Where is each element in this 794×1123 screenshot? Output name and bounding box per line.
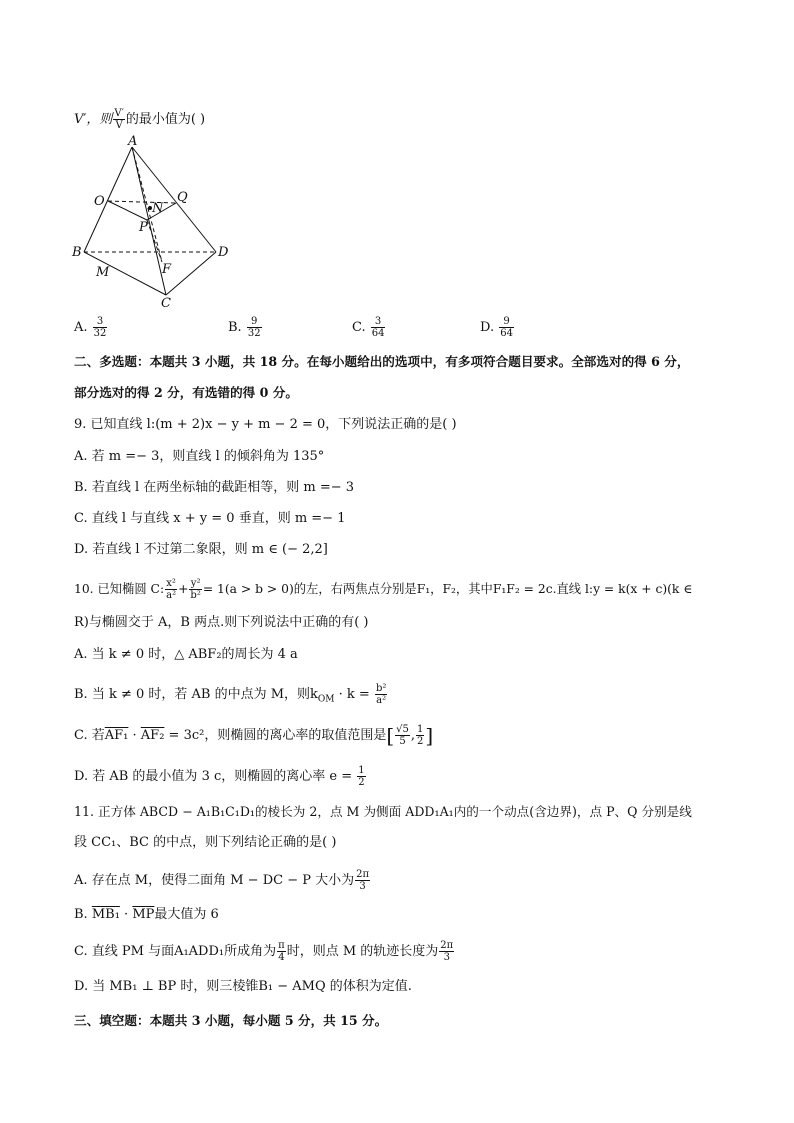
q11-option-b: B. $MB_1 \cdot \overline{MP}$最大值为 6 [74, 907, 219, 922]
q9-option-c: C. 直线 l 与直线 x + y = 0 垂直，则 m =− 1 [74, 511, 346, 526]
label-A: A [128, 135, 138, 149]
pyramid-figure [70, 135, 240, 310]
q10-option-c: C. 若AF₁ · AF₂ = 3c²，则椭圆的离心率的取值范围是[ $\frac{√5}{5}$ , $\frac{1}{2}$ ] [74, 723, 434, 748]
label-N: N [152, 201, 164, 216]
q8-option-c: C. $\frac{3}{64}$ [352, 316, 385, 339]
label-B: B [72, 245, 82, 260]
intro-line [74, 108, 205, 131]
q8-option-d: D. $\frac{9}{64}$ [480, 316, 513, 339]
section2-line2: 部分选对的得 2 分，有选错的得 0 分。 [74, 385, 298, 400]
q10-option-d: D. 若 AB 的最小值为 3 c，则椭圆的离心率 e = $\frac{1}{2}$ [74, 765, 365, 788]
label-P: P [139, 220, 148, 235]
label-F: F [162, 262, 172, 277]
label-Q: Q [177, 190, 188, 205]
q11-stem-line1: 11. 正方体 ABCD − A₁B₁C₁D₁的棱长为 2，点 M 为侧面 ADD₁A₁内的一个动点(含边界)，点 P、Q 分别是线 [74, 804, 692, 819]
intro-suffix: 的最小值为( ) [125, 112, 206, 127]
section2-line1: 二、多选题：本题共 3 小题，共 18 分。在每小题给出的选项中，有多项符合题目要求。全部选对的得 6 分， [74, 354, 690, 369]
q9-option-b: B. 若直线 l 在两坐标轴的截距相等，则 m =− 3 [74, 480, 355, 495]
label-D: D [218, 245, 229, 260]
q10-option-a: A. 当 k ≠ 0 时，△ ABF₂的周长为 4 a [74, 647, 298, 662]
intro-fraction: $\frac{V'}{V}$ [114, 108, 124, 131]
section3-header: 三、填空题：本题共 3 小题，每小题 5 分，共 15 分。 [74, 1013, 388, 1028]
q11-stem-line2: 段 CC₁、BC 的中点，则下列结论正确的是( ) [74, 835, 337, 850]
q8-option-b: B. $\frac{9}{32}$ [228, 316, 261, 339]
q11-option-a: A. 存在点 M，使得二面角 M − DC − P 大小为 $\frac{2\pi}{3}$ [74, 869, 370, 892]
q10-stem-line1: 10. 已知椭圆 C: $\frac{\text{x²}}{\text{a²}}$ + $\frac{\text{y²}}{\text{b²}}$ = 1(a > b > 0)的左，右两焦点分别是F₁，F₂，其中F₁F₂ = 2c.直线 l:y = k(x + c)(k ∈ [74, 578, 693, 601]
label-C: C [161, 296, 171, 310]
q10-stem-line2: R)与椭圆交于 A，B 两点.则下列说法中正确的有( ) [74, 615, 369, 630]
intro-prefix: V′，则 [74, 112, 113, 127]
q8-option-a: A. $\frac{3}{32}$ [74, 316, 107, 339]
q9-option-a: A. 若 m =− 3，则直线 l 的倾斜角为 135° [74, 449, 325, 464]
label-M: M [96, 265, 110, 280]
q10-option-b: B. 当 k ≠ 0 时，若 AB 的中点为 M，则$k_{OM} \cdot k$ = $\frac{\text{b²}}{\text{a²}}$ [74, 683, 387, 706]
q11-option-d: D. 当 MB₁ ⊥ BP 时，则三棱锥B₁ − AMQ 的体积为定值. [74, 979, 412, 994]
q9-option-d: D. 若直线 l 不过第二象限，则 m ∈ (− 2,2] [74, 542, 328, 557]
q11-option-c: C. 直线 PM 与面A₁ADD₁所成角为 $\frac{\pi}{4}$ 时，则点 M 的轨迹长度为 $\frac{2\pi}{3}$ [74, 940, 454, 963]
q9-stem: 9. 已知直线 l:(m + 2)x − y + m − 2 = 0，下列说法正确的是( ) [74, 417, 457, 432]
label-O: O [94, 194, 105, 209]
